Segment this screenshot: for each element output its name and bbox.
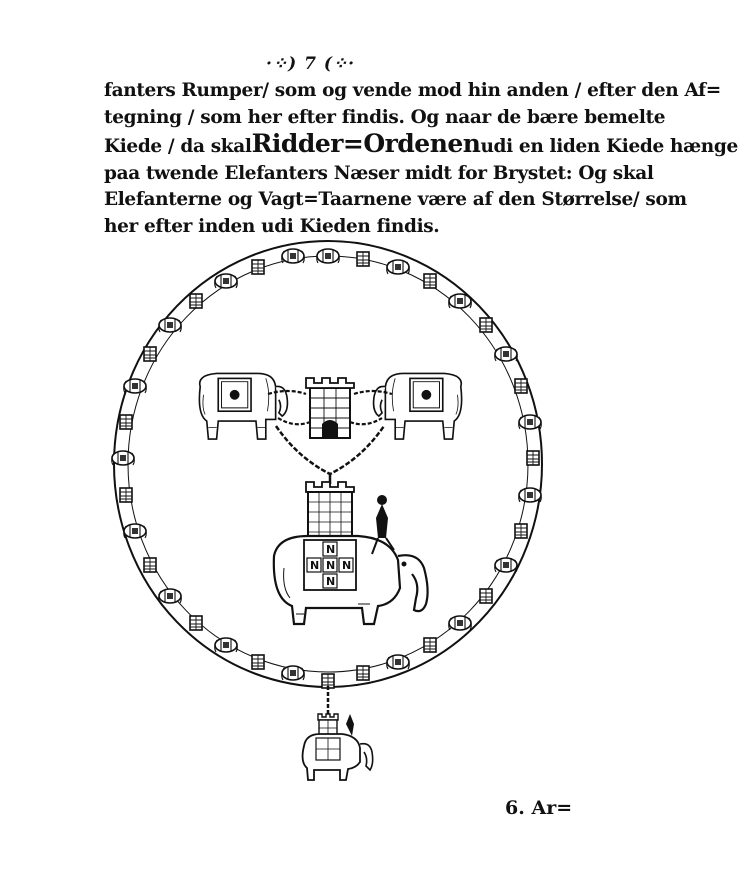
text-line-3-start: Kiede / da skal	[104, 136, 252, 157]
text-line-3-end: udi en liden Kiede hænge	[480, 136, 738, 157]
order-of-elephant-illustration	[108, 238, 548, 783]
text-line-3	[104, 129, 738, 161]
tower-letter-3: N	[326, 559, 336, 572]
tower-letter-2: N	[310, 559, 320, 572]
body-text	[104, 78, 738, 240]
text-line-4: paa twende Elefanters Næser midt for Brystet: Og skal	[104, 162, 654, 184]
tower-letter-4: N	[342, 559, 352, 572]
page-number: ·⁘) 7 (⁘·	[265, 54, 356, 74]
text-line-2: tegning / som her efter findis. Og naar de bære bemelte	[104, 106, 666, 128]
order-name: Ridder=Ordenen	[251, 129, 481, 158]
text-line-5: Elefanterne og Vagt=Taarnene være af den Størrelse/ som	[104, 189, 687, 210]
pendant	[303, 686, 373, 780]
tower-letter-5: N	[326, 575, 336, 588]
main-elephant-with-tower	[274, 482, 428, 624]
tower-letter-1: N	[326, 543, 336, 556]
text-line-1: fanters Rumper/ som og vende mod hin anden / efter den Af=	[104, 80, 721, 101]
text-line-6: her efter inden udi Kieden findis.	[104, 215, 440, 237]
catchword: 6. Ar=	[505, 797, 573, 819]
